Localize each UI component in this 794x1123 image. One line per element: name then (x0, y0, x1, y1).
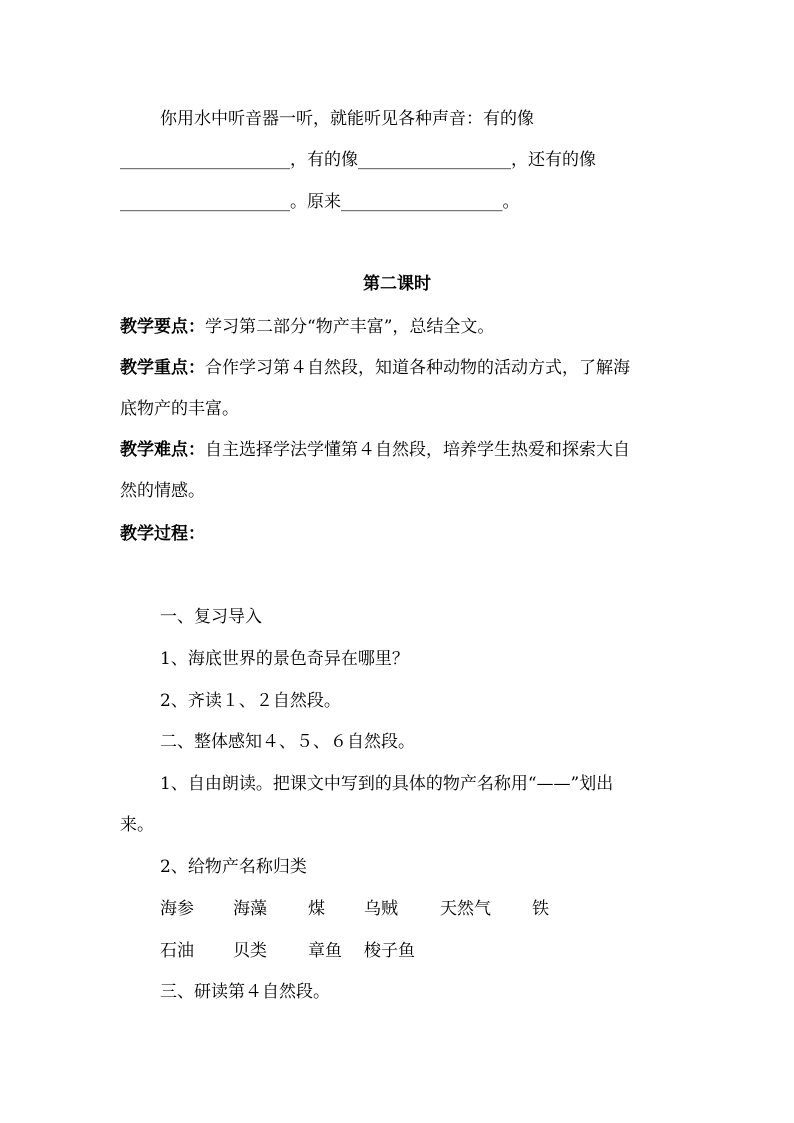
words-row-2-item: 梭子鱼 (364, 941, 415, 961)
process-label: 教学过程： (120, 524, 205, 544)
section-3-heading: 三、研读第４自然段。 (160, 982, 330, 1002)
section-1-item-2: 2、齐读１、２自然段。 (160, 691, 341, 711)
section-1-item-1: 1、海底世界的景色奇异在哪里？ (160, 649, 409, 669)
difficulty-text-1: 自主选择学法学懂第４自然段，培养学生热爱和探索大自 (205, 440, 630, 460)
words-row-2-item: 石油 (160, 941, 194, 961)
section-2-item-1a: 1、自由朗读。把课文中写到的具体的物产名称用“——”划出 (160, 774, 614, 794)
lesson-title: 第二课时 (363, 274, 431, 294)
difficulty-line-2: 然的情感。 (120, 481, 205, 501)
words-row-1-item: 天然气 (440, 899, 491, 919)
difficulty-label: 教学难点： (120, 440, 205, 460)
section-2-item-1b: 来。 (120, 815, 154, 835)
words-row-1-item: 海参 (160, 899, 194, 919)
words-row-1-item: 乌贼 (364, 899, 398, 919)
intro-line-1: 你用水中听音器一听，就能听见各种声音：有的像 (160, 109, 534, 129)
focus-text-1: 合作学习第４自然段，知道各种动物的活动方式，了解海 (205, 358, 630, 378)
intro-line-3: ____________________。原来___________________。 (120, 192, 520, 212)
key-points (120, 316, 494, 338)
focus-line-2: 底物产的丰富。 (120, 399, 239, 419)
difficulty-line-1 (120, 439, 630, 461)
words-row-2-item: 贝类 (233, 941, 267, 961)
words-row-2-item: 章鱼 (308, 941, 342, 961)
words-row-1-item: 煤 (308, 899, 325, 919)
words-row-1-item: 铁 (532, 899, 549, 919)
section-1-heading: 一、复习导入 (160, 607, 262, 627)
focus-label: 教学重点： (120, 358, 205, 378)
key-points-label: 教学要点： (120, 317, 205, 337)
words-row-1-item: 海藻 (233, 899, 267, 919)
intro-line-2: ____________________，有的像__________________，还有的像 (120, 150, 596, 170)
focus-line-1 (120, 357, 630, 379)
section-2-item-2: 2、给物产名称归类 (160, 857, 307, 877)
section-2-heading: 二、整体感知４、５、６自然段。 (160, 732, 415, 752)
key-points-text: 学习第二部分“物产丰富”，总结全文。 (205, 317, 495, 337)
